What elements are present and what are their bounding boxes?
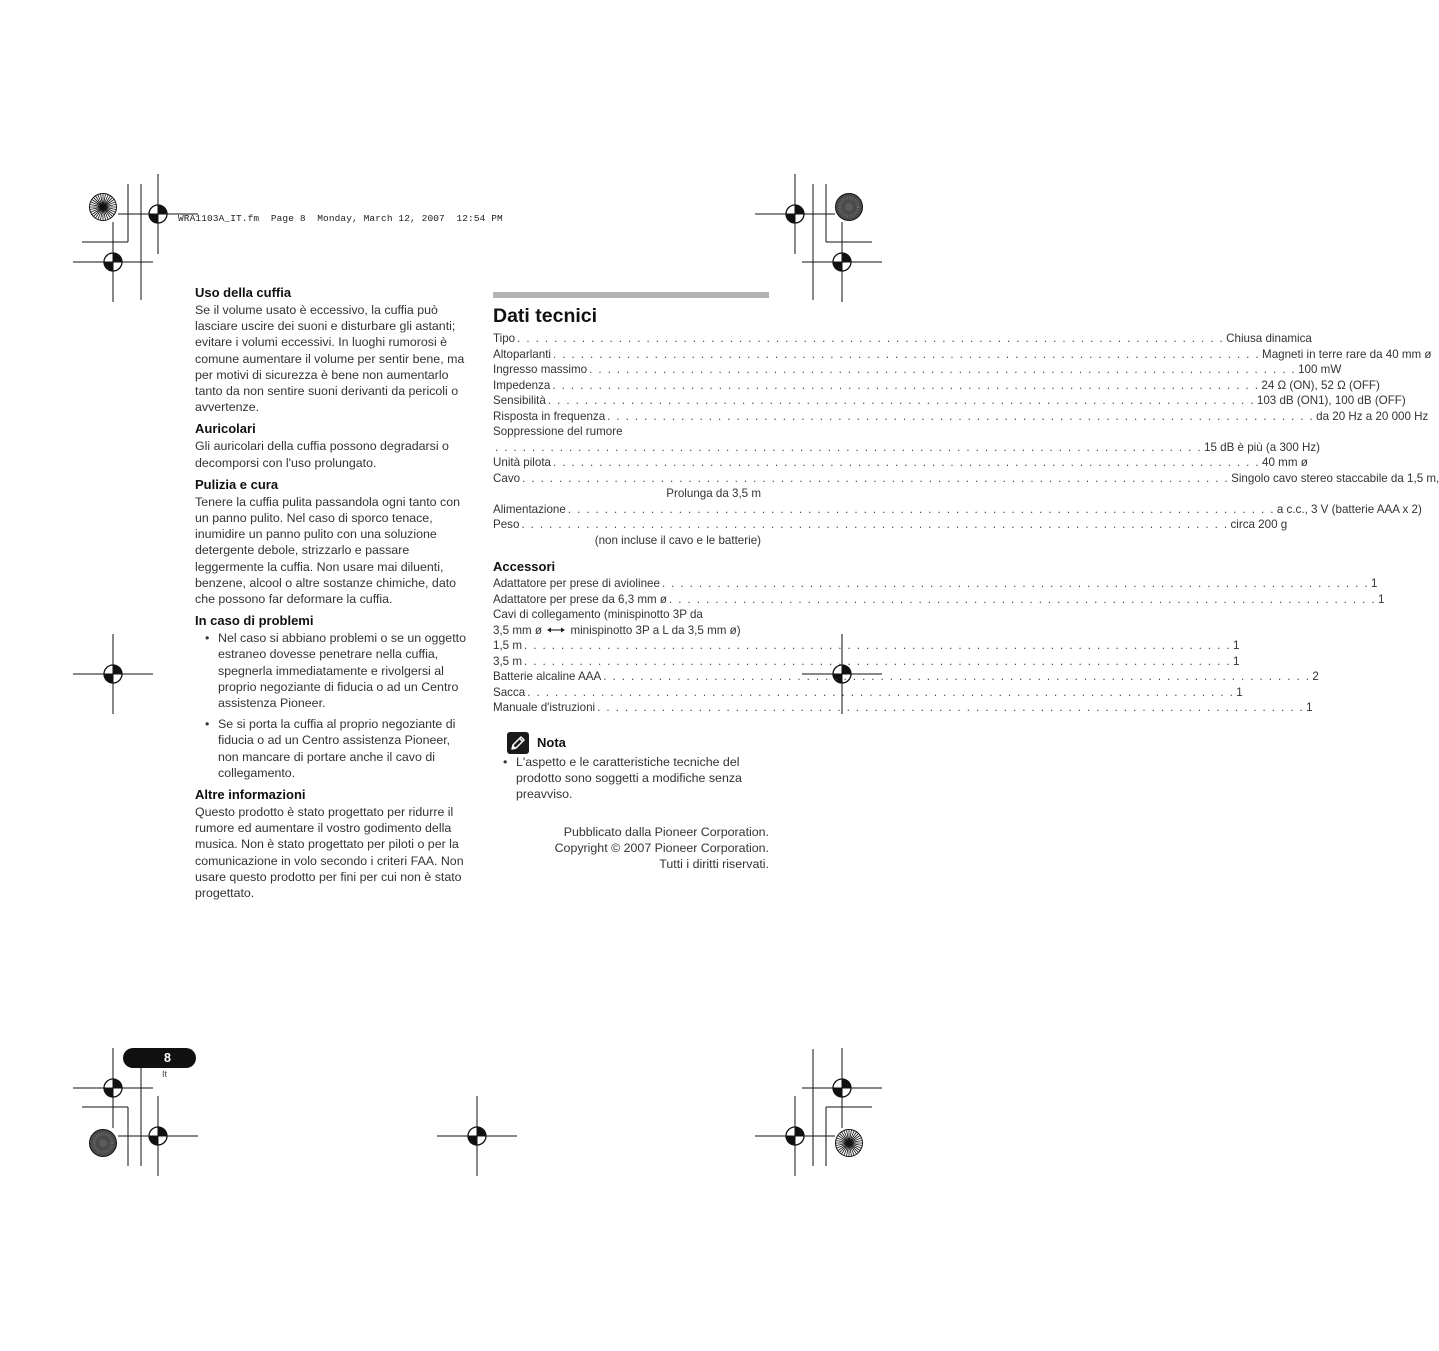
section-title-auricolari: Auricolari bbox=[195, 421, 256, 437]
spec-row-tipo: Tipo . . . . . . . . . . . . . . . . . . . . . . . . . . . . . . . . . . . . . . . . . . . . . . . . . . . . . . . . . . . . . . . . . . . . . . . . . . . . . Chiusa dinamica bbox=[493, 332, 1312, 345]
section-text-altre: Questo prodotto è stato progettato per ridurre il rumore ed aumentare il vostro godimento della musica. Non è stato progettato per piloti o per la comunicazione in volo secondo i criteri FAA. Non usare questo prodotto per fini per cui non è stato progettato. bbox=[195, 805, 464, 901]
acc-row-cavo-15: 1,5 m . . . . . . . . . . . . . . . . . . . . . . . . . . . . . . . . . . . . . . . . . . . . . . . . . . . . . . . . . . . . . . . . . . . . . . . . . . . . . 1 bbox=[493, 639, 1240, 653]
spec-row-alimentazione: Alimentazione . . . . . . . . . . . . . . . . . . . . . . . . . . . . . . . . . . . . . . . . . . . . . . . . . . . . . . . . . . . . . . . . . . . . . . . . . . . . . a c.c., 3 V (batterie AAA x 2) bbox=[493, 502, 1422, 516]
list-item: • L'aspetto e le caratteristiche tecniche del prodotto sono soggetti a modifiche senza preavviso. bbox=[493, 754, 769, 803]
list-item: • Nel caso si abbiano problemi o se un oggetto estraneo dovesse penetrare nella cuffia, spegnerla immediatamente e rivolgersi al proprio negoziante di fiducia o ad un Centro assistenza Pioneer. bbox=[195, 630, 470, 711]
nota-label: Nota bbox=[537, 735, 566, 751]
acc-row-sacca: Sacca . . . . . . . . . . . . . . . . . . . . . . . . . . . . . . . . . . . . . . . . . . . . . . . . . . . . . . . . . . . . . . . . . . . . . . . . . . . . . 1 bbox=[493, 685, 1243, 699]
accessori-title: Accessori bbox=[493, 559, 556, 574]
nota-list bbox=[493, 754, 769, 803]
spec-row-ingresso: Ingresso massimo . . . . . . . . . . . . . . . . . . . . . . . . . . . . . . . . . . . . . . . . . . . . . . . . . . . . . . . . . . . . . . . . . . . . . . . . . . . . . 100 mW bbox=[493, 363, 1342, 376]
spec-peso-note: (non incluse il cavo e le batterie) bbox=[594, 533, 761, 547]
spec-row-cavo: Cavo . . . . . . . . . . . . . . . . . . . . . . . . . . . . . . . . . . . . . . . . . . . . . . . . . . . . . . . . . . . . . . . . . . . . . . . . . . . . . Singolo cavo stereo staccabile da 1,5 m, bbox=[493, 471, 1439, 485]
list-item: • Se si porta la cuffia al proprio negoziante di fiducia o ad un Centro assistenza Pioneer, non mancare di portare anche il cavo di collegamento. bbox=[195, 716, 470, 781]
double-arrow-icon bbox=[547, 623, 565, 639]
section-title-altre: Altre informazioni bbox=[195, 787, 306, 803]
right-column bbox=[493, 284, 1439, 872]
section-title-pulizia: Pulizia e cura bbox=[195, 476, 279, 492]
page-title: Dati tecnici bbox=[493, 305, 598, 327]
problemi-list bbox=[195, 630, 470, 781]
spec-row-unita: Unità pilota . . . . . . . . . . . . . . . . . . . . . . . . . . . . . . . . . . . . . . . . . . . . . . . . . . . . . . . . . . . . . . . . . . . . . . . . . . . . . 40 mm ø bbox=[493, 456, 1308, 469]
acc-row-adattatore-63: Adattatore per prese da 6,3 mm ø . . . . . . . . . . . . . . . . . . . . . . . . . . . . . . . . . . . . . . . . . . . . . . . . . . . . . . . . . . . . . . . . . . . . . . . . . . . . . 1 bbox=[493, 592, 1385, 606]
page-number-badge: 8 bbox=[123, 1048, 196, 1068]
nota-header bbox=[507, 732, 769, 754]
spec-row-soppressione: . . . . . . . . . . . . . . . . . . . . . . . . . . . . . . . . . . . . . . . . . . . . . . . . . . . . . . . . . . . . . . . . . . . . . . . . . . . . . 15 dB è più (a 300 Hz) bbox=[495, 440, 1321, 454]
acc-row-manuale: Manuale d'istruzioni . . . . . . . . . . . . . . . . . . . . . . . . . . . . . . . . . . . . . . . . . . . . . . . . . . . . . . . . . . . . . . . . . . . . . . . . . . . . . 1 bbox=[493, 701, 1313, 715]
section-title-problemi: In caso di problemi bbox=[195, 613, 314, 629]
spec-cavo-continuation: Prolunga da 3,5 m bbox=[666, 487, 761, 500]
acc-row-batterie: Batterie alcaline AAA . . . . . . . . . . . . . . . . . . . . . . . . . . . . . . . . . . . . . . . . . . . . . . . . . . . . . . . . . . . . . . . . . . . . . . . . . . . . . 2 bbox=[493, 670, 1319, 684]
file-info-header: WRA1103A_IT.fm Page 8 Monday, March 12, 2007 12:54 PM bbox=[178, 213, 503, 224]
section-title-uso: Uso della cuffia bbox=[195, 285, 292, 300]
spec-row-risposta: Risposta in frequenza . . . . . . . . . . . . . . . . . . . . . . . . . . . . . . . . . . . . . . . . . . . . . . . . . . . . . . . . . . . . . . . . . . . . . . . . . . . . . da 20 Hz a 20 000 Hz bbox=[493, 409, 1429, 423]
spec-row-altoparlanti: Altoparlanti . . . . . . . . . . . . . . . . . . . . . . . . . . . . . . . . . . . . . . . . . . . . . . . . . . . . . . . . . . . . . . . . . . . . . . . . . . . . . Magneti in terre rare da 40 mm ø bbox=[493, 347, 1432, 361]
section-text-pulizia: Tenere la cuffia pulita passandola ogni tanto con un panno pulito. Nel caso di sporco tenace, inumidire un panno pulito con una soluzione detergente debole, strizzarlo e passare leggermente la cuffia. Non usare mai diluenti, benzene, alcool o altre sostanze chimiche, dato che possono far deformare la cuffia. bbox=[195, 494, 460, 607]
pencil-note-icon bbox=[507, 732, 529, 754]
left-column bbox=[195, 284, 470, 906]
section-text-uso: Se il volume usato è eccessivo, la cuffia può lasciare uscire dei suoni e disturbare gli astanti; evitare i volumi eccessivi. In luoghi rumorosi è comune aumentare il volume per sentir bene, ma per motivi di sicurezza è bene non aumentarlo tanto da non sentire suoni derivanti da pericoli o avvertenze. bbox=[195, 303, 465, 415]
publisher-info: Pubblicato dalla Pioneer Corporation. Copyright © 2007 Pioneer Corporation. Tutti i diritti riservati. bbox=[554, 825, 769, 872]
acc-cavi-line2: 3,5 mm ø minispinotto 3P a L da 3,5 mm ø) bbox=[493, 623, 741, 637]
section-text-auricolari: Gli auricolari della cuffia possono degradarsi o decomporsi con l'uso prolungato. bbox=[195, 439, 449, 470]
acc-row-cavo-35: 3,5 m . . . . . . . . . . . . . . . . . . . . . . . . . . . . . . . . . . . . . . . . . . . . . . . . . . . . . . . . . . . . . . . . . . . . . . . . . . . . . 1 bbox=[493, 654, 1240, 668]
spec-row-impedenza: Impedenza . . . . . . . . . . . . . . . . . . . . . . . . . . . . . . . . . . . . . . . . . . . . . . . . . . . . . . . . . . . . . . . . . . . . . . . . . . . . . 24 Ω (ON), 52 Ω (OFF) bbox=[493, 378, 1380, 392]
spec-label-soppressione: Soppressione del rumore bbox=[493, 425, 623, 438]
acc-cavi-label: Cavi di collegamento (minispinotto 3P da bbox=[493, 608, 703, 621]
spec-row-peso: Peso . . . . . . . . . . . . . . . . . . . . . . . . . . . . . . . . . . . . . . . . . . . . . . . . . . . . . . . . . . . . . . . . . . . . . . . . . . . . . circa 200 g bbox=[493, 518, 1288, 531]
language-code: It bbox=[162, 1069, 168, 1079]
spec-row-sensibilita: Sensibilità . . . . . . . . . . . . . . . . . . . . . . . . . . . . . . . . . . . . . . . . . . . . . . . . . . . . . . . . . . . . . . . . . . . . . . . . . . . . . 103 dB (ON1), 100 dB (OFF) bbox=[493, 394, 1406, 407]
acc-row-aviolinee: Adattatore per prese di aviolinee . . . . . . . . . . . . . . . . . . . . . . . . . . . . . . . . . . . . . . . . . . . . . . . . . . . . . . . . . . . . . . . . . . . . . . . . . . . . . 1 bbox=[493, 577, 1378, 590]
section-divider-bar bbox=[493, 292, 769, 298]
